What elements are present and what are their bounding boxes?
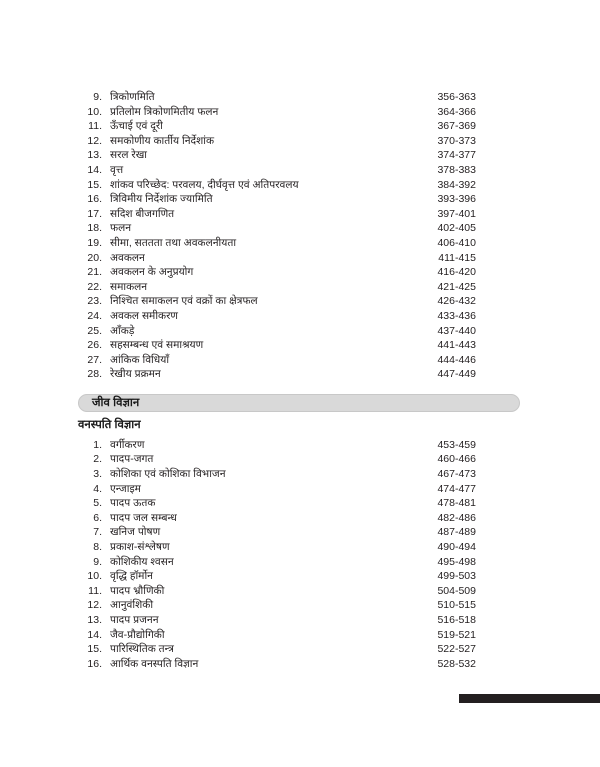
item-title: जैव-प्रौद्योगिकी — [110, 628, 165, 641]
item-title: एन्जाइम — [110, 482, 141, 495]
toc-row — [78, 251, 520, 266]
item-number: 17. — [87, 207, 102, 220]
item-title: पादप-जगत — [110, 453, 154, 466]
item-pages: 402-405 — [437, 222, 476, 235]
item-title: त्रिविमीय निर्देशांक ज्यामिति — [110, 193, 213, 206]
item-pages: 499-503 — [437, 570, 476, 583]
toc-row — [78, 338, 520, 353]
item-title: सहसम्बन्ध एवं समाश्रयण — [110, 339, 204, 352]
item-title: आँकड़े — [110, 324, 135, 337]
toc-row — [78, 119, 520, 134]
section-header-label: जीव विज्ञान — [92, 397, 140, 410]
item-number: 10. — [87, 105, 102, 118]
item-number: 24. — [87, 309, 102, 322]
item-pages: 487-489 — [437, 526, 476, 539]
toc-row — [78, 90, 520, 105]
item-title: अवकल समीकरण — [110, 309, 179, 322]
item-title: ऊँचाई एवं दूरी — [110, 120, 163, 133]
toc-row — [78, 584, 520, 599]
item-title: पारिस्थितिक तन्त्र — [110, 643, 174, 656]
item-number: 18. — [87, 222, 102, 235]
item-pages: 370-373 — [437, 134, 476, 147]
toc-row — [78, 134, 520, 149]
item-number: 9. — [93, 555, 102, 568]
item-number: 4. — [93, 482, 102, 495]
item-title: प्रतिलोम त्रिकोणमितीय फलन — [110, 105, 219, 118]
item-pages: 495-498 — [437, 555, 476, 568]
item-title: अवकलन — [110, 251, 145, 264]
item-pages: 378-383 — [437, 163, 476, 176]
item-title: त्रिकोणमिति — [110, 91, 155, 103]
item-number: 2. — [93, 453, 102, 466]
subsection-header-botany: वनस्पति विज्ञान — [78, 418, 141, 431]
item-pages: 510-515 — [437, 599, 476, 612]
item-number: 27. — [87, 353, 102, 366]
toc-content — [78, 90, 520, 671]
toc-row — [78, 452, 520, 467]
item-pages: 482-486 — [437, 511, 476, 524]
item-pages: 426-432 — [437, 295, 476, 308]
item-pages: 490-494 — [437, 541, 476, 554]
item-number: 13. — [87, 614, 102, 626]
toc-row — [78, 294, 520, 309]
item-pages: 444-446 — [437, 353, 476, 366]
item-title: पादप जल सम्बन्ध — [110, 511, 177, 524]
toc-row — [78, 309, 520, 324]
toc-row — [78, 367, 520, 382]
toc-row — [78, 207, 520, 222]
toc-row — [78, 178, 520, 193]
item-number: 12. — [87, 599, 102, 612]
botany-toc-list — [78, 438, 520, 672]
item-number: 15. — [87, 643, 102, 656]
item-title: सदिश बीजगणित — [110, 207, 175, 220]
item-pages: 411-415 — [438, 251, 476, 264]
item-number: 8. — [93, 541, 102, 554]
item-number: 3. — [93, 468, 102, 481]
item-title: वर्गीकरण — [110, 438, 145, 451]
item-title: सरल रेखा — [110, 149, 148, 162]
item-number: 6. — [93, 511, 102, 524]
item-pages: 474-477 — [437, 482, 476, 495]
item-pages: 406-410 — [437, 236, 476, 249]
item-title: सीमा, सततता तथा अवकलनीयता — [110, 236, 237, 249]
item-pages: 367-369 — [437, 120, 476, 133]
toc-row — [78, 265, 520, 280]
item-pages: 441-443 — [437, 339, 476, 352]
section-header-biology — [78, 394, 520, 412]
toc-row — [78, 105, 520, 120]
toc-row — [78, 555, 520, 570]
item-title: कोशिका एवं कोशिका विभाजन — [110, 468, 226, 481]
toc-row — [78, 482, 520, 497]
item-pages: 528-532 — [437, 657, 476, 670]
item-title: निश्चित समाकलन एवं वक्रों का क्षेत्रफल — [110, 295, 258, 308]
item-number: 14. — [87, 163, 102, 176]
item-number: 22. — [87, 280, 102, 293]
item-title: फलन — [110, 222, 132, 235]
toc-row — [78, 628, 520, 643]
item-number: 11. — [88, 120, 102, 133]
item-title: आंकिक विधियाँ — [110, 353, 170, 366]
toc-row — [78, 496, 520, 511]
item-number: 11. — [88, 584, 102, 597]
item-pages: 522-527 — [437, 643, 476, 656]
item-number: 16. — [87, 657, 102, 670]
item-title: आनुवंशिकी — [110, 599, 154, 612]
toc-row — [78, 657, 520, 672]
item-number: 12. — [87, 134, 102, 147]
item-pages: 516-518 — [437, 614, 476, 626]
item-title: समाकलन — [110, 280, 148, 293]
toc-row — [78, 642, 520, 657]
toc-row — [78, 148, 520, 163]
toc-row — [78, 221, 520, 236]
item-title: रेखीय प्रक्रमन — [110, 368, 161, 381]
item-number: 25. — [87, 324, 102, 337]
footer-black-bar — [459, 694, 600, 703]
item-number: 16. — [87, 193, 102, 206]
toc-row — [78, 236, 520, 251]
toc-row — [78, 280, 520, 295]
item-number: 1. — [93, 438, 102, 451]
math-toc-list — [78, 90, 520, 382]
toc-row — [78, 511, 520, 526]
toc-row — [78, 525, 520, 540]
item-title: पादप भ्रौणिकी — [110, 584, 165, 597]
item-number: 19. — [87, 236, 102, 249]
item-pages: 356-363 — [437, 91, 476, 103]
item-number: 5. — [93, 497, 102, 510]
item-number: 10. — [87, 570, 102, 583]
item-number: 7. — [93, 526, 102, 539]
toc-row — [78, 540, 520, 555]
item-pages: 433-436 — [437, 309, 476, 322]
item-number: 23. — [87, 295, 102, 308]
item-pages: 364-366 — [437, 105, 476, 118]
item-pages: 478-481 — [437, 497, 476, 510]
item-title: वृत्त — [110, 163, 124, 176]
item-number: 14. — [87, 628, 102, 641]
item-pages: 416-420 — [437, 266, 476, 279]
item-number: 28. — [87, 368, 102, 381]
item-number: 9. — [93, 91, 102, 103]
item-pages: 447-449 — [437, 368, 476, 381]
item-number: 21. — [87, 266, 102, 279]
item-pages: 374-377 — [437, 149, 476, 162]
item-pages: 437-440 — [437, 324, 476, 337]
item-pages: 384-392 — [437, 178, 476, 191]
toc-row — [78, 163, 520, 178]
item-pages: 421-425 — [437, 280, 476, 293]
item-number: 15. — [87, 178, 102, 191]
item-title: कोशिकीय श्वसन — [110, 555, 174, 568]
toc-row — [78, 613, 520, 628]
item-pages: 393-396 — [437, 193, 476, 206]
item-title: पादप ऊतक — [110, 497, 156, 510]
toc-row — [78, 353, 520, 368]
item-title: पादप प्रजनन — [110, 614, 159, 626]
item-title: अवकलन के अनुप्रयोग — [110, 266, 194, 279]
item-pages: 460-466 — [437, 453, 476, 466]
toc-row — [78, 598, 520, 613]
item-title: शांकव परिच्छेद: परवलय, दीर्घवृत्त एवं अतिपरवलय — [110, 178, 299, 191]
item-pages: 467-473 — [437, 468, 476, 481]
toc-row — [78, 324, 520, 339]
toc-row — [78, 569, 520, 584]
item-title: समकोणीय कार्तीय निर्देशांक — [110, 134, 215, 147]
item-pages: 453-459 — [437, 438, 476, 451]
item-title: आर्थिक वनस्पति विज्ञान — [110, 657, 199, 670]
item-pages: 519-521 — [437, 628, 476, 641]
toc-row — [78, 467, 520, 482]
toc-row — [78, 438, 520, 453]
item-title: खनिज पोषण — [110, 526, 161, 539]
item-number: 13. — [87, 149, 102, 162]
item-title: प्रकाश-संश्लेषण — [110, 541, 170, 554]
item-pages: 504-509 — [437, 584, 476, 597]
item-title: वृद्धि हॉर्मोन — [110, 570, 153, 583]
item-number: 26. — [87, 339, 102, 352]
item-pages: 397-401 — [437, 207, 476, 220]
toc-row — [78, 192, 520, 207]
item-number: 20. — [87, 251, 102, 264]
